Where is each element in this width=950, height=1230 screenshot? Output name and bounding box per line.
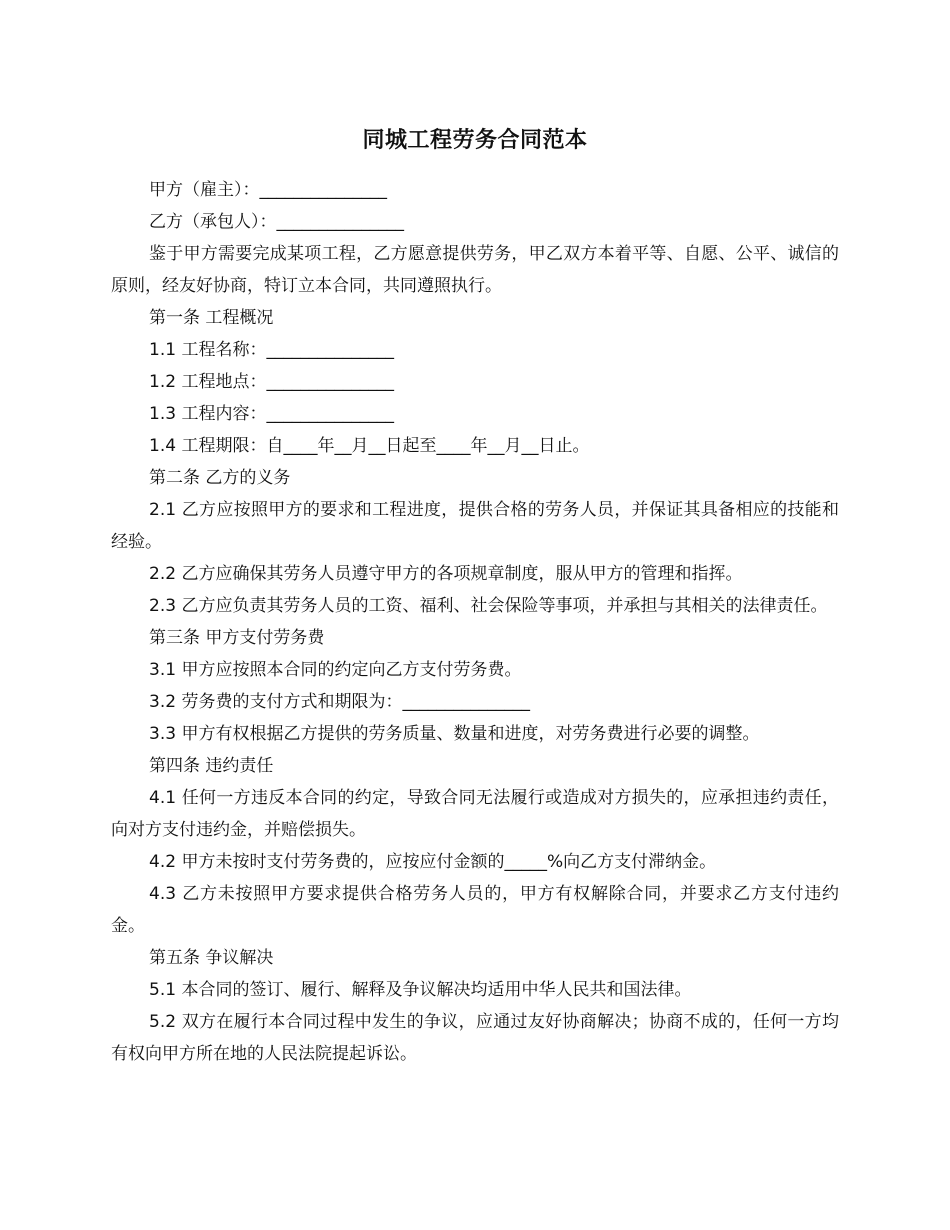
document-body	[111, 174, 839, 1070]
clause-4-2: 4.2 甲方未按时支付劳务费的，应按应付金额的_____%向乙方支付滞纳金。	[149, 852, 717, 872]
section-heading-1: 第一条 工程概况	[149, 308, 274, 328]
clause-5-1: 5.1 本合同的签订、履行、解释及争议解决均适用中华人民共和国法律。	[149, 980, 692, 1000]
clause-1-3: 1.3 工程内容：_______________	[149, 404, 394, 424]
party-b-line: 乙方（承包人）：_______________	[149, 212, 404, 232]
clause-3-2: 3.2 劳务费的支付方式和期限为：_______________	[149, 692, 530, 712]
section-heading-5: 第五条 争议解决	[149, 948, 274, 968]
section-heading-4: 第四条 违约责任	[149, 756, 274, 776]
clause-5-2: 5.2 双方在履行本合同过程中发生的争议，应通过友好协商解决；协商不成的，任何一方均有权向甲方所在地的人民法院提起诉讼。	[111, 1012, 839, 1064]
clause-1-2: 1.2 工程地点：_______________	[149, 372, 394, 392]
clause-4-3: 4.3 乙方未按照甲方要求提供合格劳务人员的，甲方有权解除合同，并要求乙方支付违约金。	[111, 884, 839, 936]
clause-3-3: 3.3 甲方有权根据乙方提供的劳务质量、数量和进度，对劳务费进行必要的调整。	[149, 724, 760, 744]
clause-1-1: 1.1 工程名称：_______________	[149, 340, 394, 360]
clause-4-1: 4.1 任何一方违反本合同的约定，导致合同无法履行或造成对方损失的，应承担违约责任，向对方支付违约金，并赔偿损失。	[111, 788, 839, 840]
clause-2-2: 2.2 乙方应确保其劳务人员遵守甲方的各项规章制度，服从甲方的管理和指挥。	[149, 564, 743, 584]
clause-2-1: 2.1 乙方应按照甲方的要求和工程进度，提供合格的劳务人员，并保证其具备相应的技能和经验。	[111, 500, 839, 552]
document-title: 同城工程劳务合同范本	[362, 128, 588, 153]
preamble-paragraph: 鉴于甲方需要完成某项工程，乙方愿意提供劳务，甲乙双方本着平等、自愿、公平、诚信的原则，经友好协商，特订立本合同，共同遵照执行。	[111, 244, 839, 296]
section-heading-3: 第三条 甲方支付劳务费	[149, 628, 325, 648]
section-heading-2: 第二条 乙方的义务	[149, 468, 291, 488]
clause-2-3: 2.3 乙方应负责其劳务人员的工资、福利、社会保险等事项，并承担与其相关的法律责任。	[149, 596, 828, 616]
clause-3-1: 3.1 甲方应按照本合同的约定向乙方支付劳务费。	[149, 660, 522, 680]
clause-1-4: 1.4 工程期限：自____年__月__日起至____年__月__日止。	[149, 436, 590, 456]
party-a-line: 甲方（雇主）：_______________	[149, 180, 387, 200]
